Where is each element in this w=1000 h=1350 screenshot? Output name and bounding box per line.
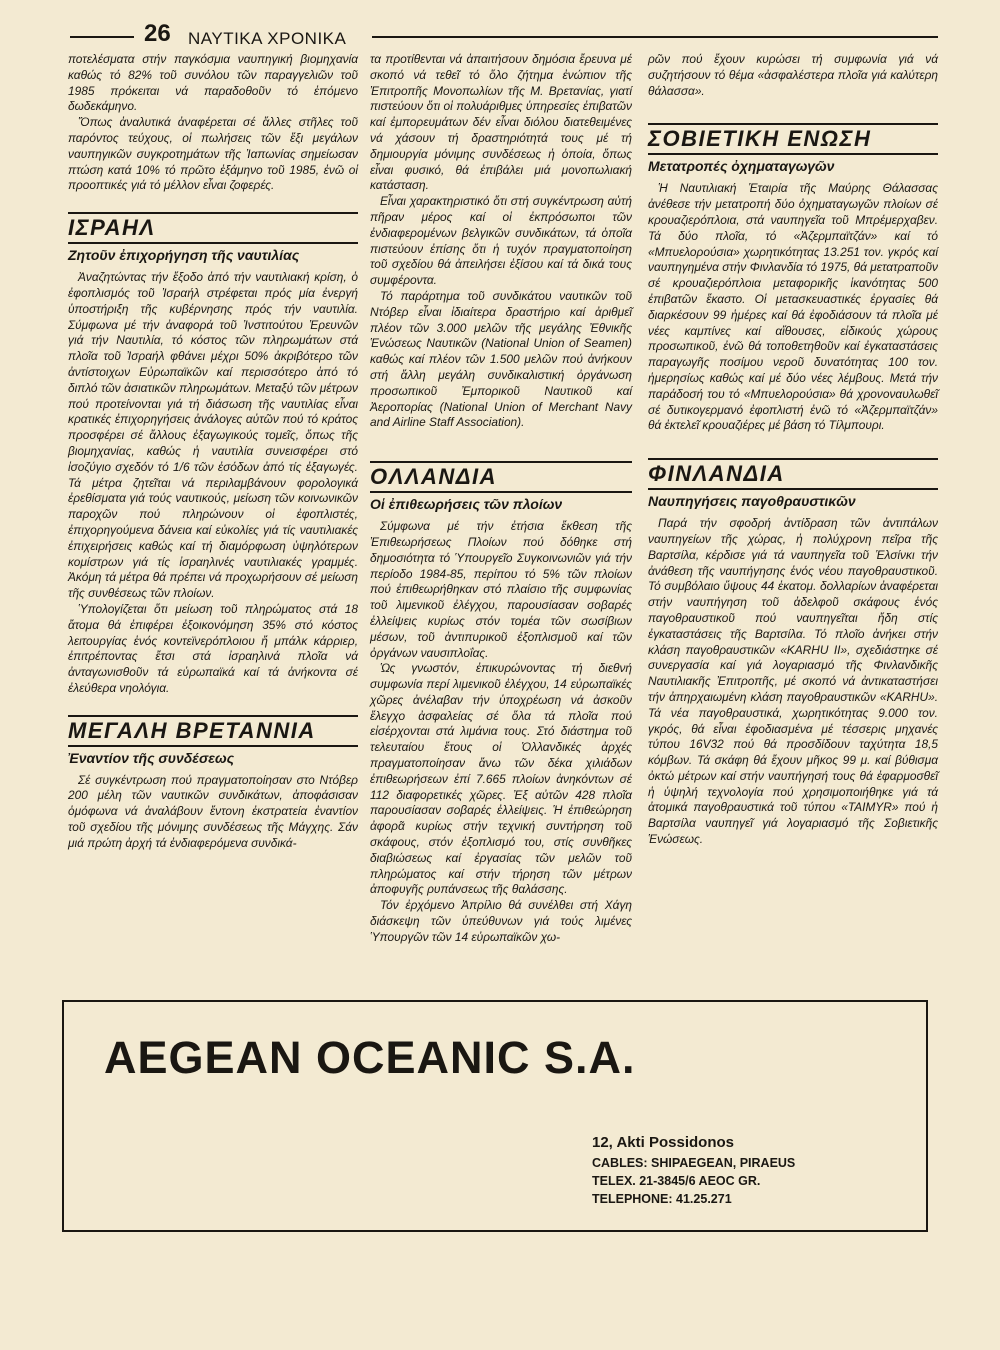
paragraph: Ἀναζητώντας τήν ἔξοδο ἀπό τήν ναυτιλιακή κρίση, ὁ ἐφοπλισμός τοῦ Ἰσραήλ στρέφεται πρός μία ἐνεργή ὑποστήριξη τῆς κυβέρνησης πρός τήν ναυτιλία. Σύμφωνα μέ τήν ἀναφορά τοῦ Ἰνστιτούτου Ἐρευνῶν γιά τήν Ναυτιλία, τό κόστος τῶν πληρωμάτων στά πλοῖα τοῦ Ἰσραήλ φθάνει μέχρι 50% ἀκριβότερο τῶν ἀντίστοιχων Εὐρωπαϊκῶν καί περισσότερο ἀπό τό διπλό τῶν ἀσιατικῶν πληρωμάτων. Μεταξύ τῶν μέτρων πού προτείνονται γιά τή διάσωση τῆς ναυτιλίας εἶναι κρατικές ἐπιχορηγήσεις ἀνάλογες αὐτῶν πού τό κράτος προσφέρει σέ ἄλλους ἐξαγωγικούς τομεῖς, ὅπως τῆς βιομηχανίας, καθώς ἡ ναυτιλία συνεισφέρει στό ἰσοζύγιο σχεδόν τό 1/6 τῶν ἐσόδων ἀπό τίς ἐξαγωγές. Τά μέτρα ζητεῖται νά περιλαμβάνουν φορολογικά ἐρεθίσματα γιά τούς ναυτικούς, μείωση τῶν κοινωνικῶν παροχῶν πού πληρώνουν οἱ ἐφοπλιστές, ἐπιχορηγούμενα δάνεια καί εὐκολίες γιά τίς ναυτιλιακές ἐπιχειρήσεις καθώς καί τή διαμόρφωση ὑψηλότερων κομίστρων γιά τίς ἰσραηλινές ναυτιλιακές γραμμές. Ἀκόμη τά μέτρα θά πρέπει νά προχωρήσουν σέ μείωση τῆς συνθέσεως τῶν πλοίων. — [68, 270, 358, 601]
page-number: 26 — [144, 20, 171, 47]
paragraph: Σέ συγκέντρωση πού πραγματοποίησαν στο Ντόβερ 200 μέλη τῶν ναυτικῶν συνδικάτων, ἀποφάσισαν ὁμόφωνα νά ἀναλάβουν ἔντονη ἐκστρατεία ἐναντίον τοῦ σχεδίου τῆς μόνιμης συνδέσεως τῆς Μάγχης. Σάν μιά πρώτη ἀρχή τά ἐνδιαφερόμενα συνδικά- — [68, 772, 358, 850]
advertisement-box — [62, 1000, 928, 1232]
subtitle-great-britain: Ἐναντίον τῆς συνδέσεως — [68, 749, 235, 766]
advert-telex: TELEX. 21-3845/6 AEOC GR. — [592, 1174, 761, 1188]
section-title-netherlands: ΟΛΛΑΝΔΙΑ — [370, 464, 498, 490]
advert-cables: CABLES: SHIPAEGEAN, PIRAEUS — [592, 1156, 796, 1170]
paragraph: τα προτίθενται νά ἀπαιτήσουν δημόσια ἔρευνα μέ σκοπό νά τεθεῖ τό ὅλο ζήτημα ἐνώπιον τῆς Ἐπιτροπῆς Μονοπωλίων τῆς Μ. Βρετανίας, γιατί πιστεύουν ὅτι οἱ πολυάριθμες ὑπηρεσίες ἐπιβατῶν καί ἐμπορευμάτων δέν εἶναι διόλου διατεθειμένες νά χάσουν τή δραστηριότητά τους μέ τή δημιουργία μόνιμης συνδέσεως ἡ ὁποία, ὅπως εἶναι φυσικό, θά ἐπιβάλει μιά μονοπωλιακή κατάσταση. — [370, 52, 632, 193]
paragraph: Ὡς γνωστόν, ἐπικυρώνοντας τή διεθνή συμφωνία περί λιμενικοῦ ἐλέγχου, 14 εὐρωπαϊκές χῶρες ἀνέλαβαν τήν ὑποχρέωση νά ἀσκοῦν ἔλεγχο ἀσφαλείας σέ ὅλα τά πλοῖα πού εἰσέρχονται στά λιμάνια τους. Στό διάστημα τοῦ τελευταίου ἔτους οἱ Ὁλλανδικές ἀρχές πραγματοποίησαν ἄνω τῶν δέκα χιλιάδων ἐπιθεωρήσεων ἐπί 7.665 πλοίων ἀνηκόντων σέ 112 διαφορετικές χῶρες. Ἐξ αὐτῶν 428 πλοῖα παρουσίασαν σοβαρές ἐλλείψεις. Ἡ ἐπιθεώρηση ἀφορᾶ κυρίως στήν τεχνική συντήρηση τοῦ σκάφους, στόν ἐξοπλισμό του, στίς συνθῆκες διαβιώσεως καί ἐργασίας τῶν μελῶν τοῦ πληρώματος καί στήν τήρηση τῶν μέτρων ἀποφυγῆς ρυπάνσεως τῆς θαλάσσης. — [370, 661, 632, 897]
subtitle-finland: Ναυπηγήσεις παγοθραυστικῶν — [648, 493, 856, 510]
paragraph: Ἡ Ναυτιλιακή Ἑταιρία τῆς Μαύρης Θάλασσας ἀνέθεσε τήν μετατροπή δύο ὀχηματαγωγῶν πλοίων σέ κρουαζιερόπλοια, στά ναυπηγεῖα τοῦ Μπρέμερχαβεν. Τά δύο πλοῖα, τό «Ἀζερμπαϊτζάν» καί τό «Μπυελορούσια» χωρητικότητας 13.251 τον. γκρός καί ναυπηγημένα στήν Φινλανδία τό 1975, θά μετατραποῦν σέ κρουαζιερόπλοια μεταφορικῆς ἱκανότητας 500 ἐπιβατῶν ἕκαστο. Οἱ μετασκευαστικές ἐργασίες θά διαρκέσουν 99 ἡμέρες καί θά ἐφοδιάσουν τά πλοῖα μέ νέες καμπίνες καί αἴθουσες, εἰδικούς χώρους προσωπικοῦ, ἐνῶ θά τοποθετηθοῦν καί ἐγκαταστάσεις παραγωγῆς ποσίμου νεροῦ δυνατότητας 100 τον. ἡμερησίως καθώς καί μέ δύο νέες λέμβους. Μετά τήν παράδοσή του τό «Μπυελορούσια» θά χρονοναυλωθεῖ σέ δυτικογερμανό ἐφοπλιστή ἐνῶ τό «Ἀζερμπαϊτζάν» θά ἐκτελεῖ κρουαζιέρες μέ βάση τό Τίλμπουρι. — [648, 181, 938, 433]
paragraph: Τόν ἐρχόμενο Ἀπρίλιο θά συνέλθει στή Χάγη διάσκεψη τῶν ὑπεύθυνων γιά τούς λιμένες Ὑπουργῶν τῶν 14 εὐρωπαϊκῶν χω- — [370, 898, 632, 944]
advert-telephone: TELEPHONE: 41.25.271 — [592, 1192, 732, 1206]
section-rule — [68, 745, 358, 747]
section-title-great-britain: ΜΕΓΑΛΗ ΒΡΕΤΑΝΝΙΑ — [68, 717, 316, 743]
section-title-finland: ΦΙΝΛΑΝΔΙΑ — [648, 461, 785, 487]
advert-contact-block — [592, 1132, 795, 1208]
subtitle-soviet-union: Μετατροπές ὀχηματαγωγῶν — [648, 158, 835, 175]
advert-company-name: AEGEAN OCEANIC S.A. — [104, 1032, 636, 1083]
section-rule — [370, 491, 632, 493]
section-title-israel: ΙΣΡΑΗΛ — [68, 215, 156, 241]
subtitle-israel: Ζητοῦν ἐπιχορήγηση τῆς ναυτιλίας — [68, 247, 300, 264]
paragraph: Ὑπολογίζεται ὅτι μείωση τοῦ πληρώματος στά 18 ἄτομα θά ἐπιφέρει ἐξοικονόμηση 35% στό κόστος λειτουργίας ἑνός κοντεϊνερόπλοιου ἤ μπάλκ κάρριερ, ἐπιτρέποντας ἔτσι στά ἰσραηλινά πλοῖα νά ἀνταγωνισθοῦν τά εὐρωπαϊκά καί τά ἀνήκοντα σέ ἐλεύθερα νηολόγια. — [68, 601, 358, 695]
section-rule — [648, 488, 938, 490]
publication-name: ΝΑΥΤΙΚΑ ΧΡΟΝΙΚΑ — [188, 29, 347, 48]
paragraph: Τό παράρτημα τοῦ συνδικάτου ναυτικῶν τοῦ Ντόβερ εἶναι ἰδιαίτερα δραστήριο καί ἀριθμεῖ πλέον τῶν 3.000 μελῶν τῆς μεγάλης Ἐθνικῆς Ἑνώσεως Ναυτικῶν (National Union of Seamen) καθώς καί πλέον τῶν 1.500 μελῶν πού ἀνήκουν στή ἄλλη μεγάλη συνδικαλιστική ὀργάνωση προσωπικοῦ Ἐμπορικοῦ Ναυτικοῦ καί Ἀεροπορίας (National Union of Merchant Navy and Airline Staff Association). — [370, 288, 632, 430]
header-rule-left — [70, 36, 134, 38]
column-1 — [68, 52, 358, 852]
paragraph: ρῶν πού ἔχουν κυρώσει τή συμφωνία γιά νά συζητήσουν τό θέμα «ἀσφαλέστερα πλοῖα γιά καλύτερη θάλασσα». — [648, 52, 938, 98]
column-3 — [648, 52, 938, 848]
section-rule — [648, 153, 938, 155]
subtitle-netherlands: Οἱ ἐπιθεωρήσεις τῶν πλοίων — [370, 496, 563, 513]
paragraph: Σύμφωνα μέ τήν ἐτήσια ἔκθεση τῆς Ἐπιθεωρήσεως Πλοίων πού δόθηκε στή δημοσιότητα τό Ὑπουργεῖο Συγκοινωνιῶν γιά τήν περίοδο 1984-85, περίπου τό 5% τῶν πλοίων πού ἐπιθεωρήθηκαν στό πλαίσιο τῆς συμφωνίας τοῦ λιμενικοῦ ἐλέγχου, παρουσίασαν σοβαρές ἐλλείψεις κυρίως στόν τομέα τῶν σωσίβιων μέσων, τοῦ ἀντιπυρικοῦ ἐξοπλισμοῦ καί τῶν ὀργάνων ναυσιπλοΐας. — [370, 519, 632, 660]
section-title-soviet-union: ΣΟΒΙΕΤΙΚΗ ΕΝΩΣΗ — [648, 126, 872, 152]
paragraph: ποτελέσματα στήν παγκόσμια ναυπηγική βιομηχανία καθώς τό 82% τοῦ συνόλου τῶν παραγγελιῶν τοῦ 1985 πρόκειται νά παραδοθοῦν τό ἑπόμενο δωδεκάμηνο. — [68, 52, 358, 114]
advert-address: 12, Akti Possidonos — [592, 1134, 734, 1151]
section-rule — [68, 242, 358, 244]
paragraph: Εἶναι χαρακτηριστικό ὅτι στή συγκέντρωση αὐτή πῆραν μέρος καί οἱ ἐκπρόσωποι τῶν ἐνδιαφερομένων βελγικῶν συνδικάτων, τά ὁποῖα πιστεύουν ἐπίσης ὅτι ἡ τυχόν πραγματοποίηση τοῦ σχεδίου θά ἀπειλήσει ἐξίσου καί τά δικά τους συμφέροντα. — [370, 194, 632, 288]
paragraph: Παρά τήν σφοδρή ἀντίδραση τῶν ἀντιπάλων ναυπηγείων τῆς χώρας, ἡ πολύχρονη πεῖρα τῆς Βαρτσίλα, κέρδισε γιά τά ναυπηγεῖα τοῦ Ἑλσίνκι τήν ἀνάθεση τῆς ναυπήγησης ἑνός νέου παγοθραυστικοῦ. Τό συμβόλαιο ὕψους 44 ἑκατομ. δολλαρίων ἀναφέρεται στήν ναυπήγηση τοῦ ἀδελφοῦ σκάφους ἑνός παγοθραυστικοῦ πού ναυπηγεῖται ἤδη στίς ἐγκαταστάσεις τῆς Βαρτσίλα. Τό πλοῖο ἀνήκει στήν κλάση παγοθραυστικῶν «KARHU II», σχεδιάστηκε σέ συνεργασία καί γιά λογαριασμό τῆς Φινλανδικῆς Ναυτιλιακῆς Ἐπιτροπῆς, μέ σκοπό νά ἀντικαταστήσει τήν ἀπηρχαιωμένη κλάση παγοθραυστικῶν «KARHU». Τά νέα παγοθραυστικά, χωρητικότητας 9.000 τον. γκρός, θά εἶναι ἐφοδιασμένα μέ τέσσερις μηχανές τύπου 16V32 πού θά προσδίδουν ταχύτητα 18,5 κόμβων. Τά σκάφη θά ἔχουν μῆκος 99 μ. καί βύθισμα ὀκτώ μέτρων καί στήν ναυπήγησή τους θά ἐφαρμοσθεῖ ἡ ὑψηλή τεχνολογία πού χρησιμοποιήθηκε γιά τά ἀτομικά παγοθραυστικά τοῦ τύπου «TAIMYR» πού ἡ Βαρτσίλα ναυπηγεῖ γιά λογαριασμό τῆς Σοβιετικῆς Ἑνώσεως. — [648, 516, 938, 847]
column-2 — [370, 52, 632, 946]
paragraph: Ὅπως ἀναλυτικά ἀναφέρεται σέ ἄλλες στῆλες τοῦ παρόντος τεύχους, οἱ πωλήσεις τῶν ἕξι μεγάλων ναυπηγικῶν συγκροτημάτων τῆς Ἰαπωνίας σημείωσαν πτώση κατά 10% τό πρῶτο ἑξάμηνο τοῦ 1985, ἐνῶ οἱ προοπτικές γιά τό μέλλον εἶναι ζοφερές. — [68, 115, 358, 193]
header-rule-right — [372, 36, 938, 38]
